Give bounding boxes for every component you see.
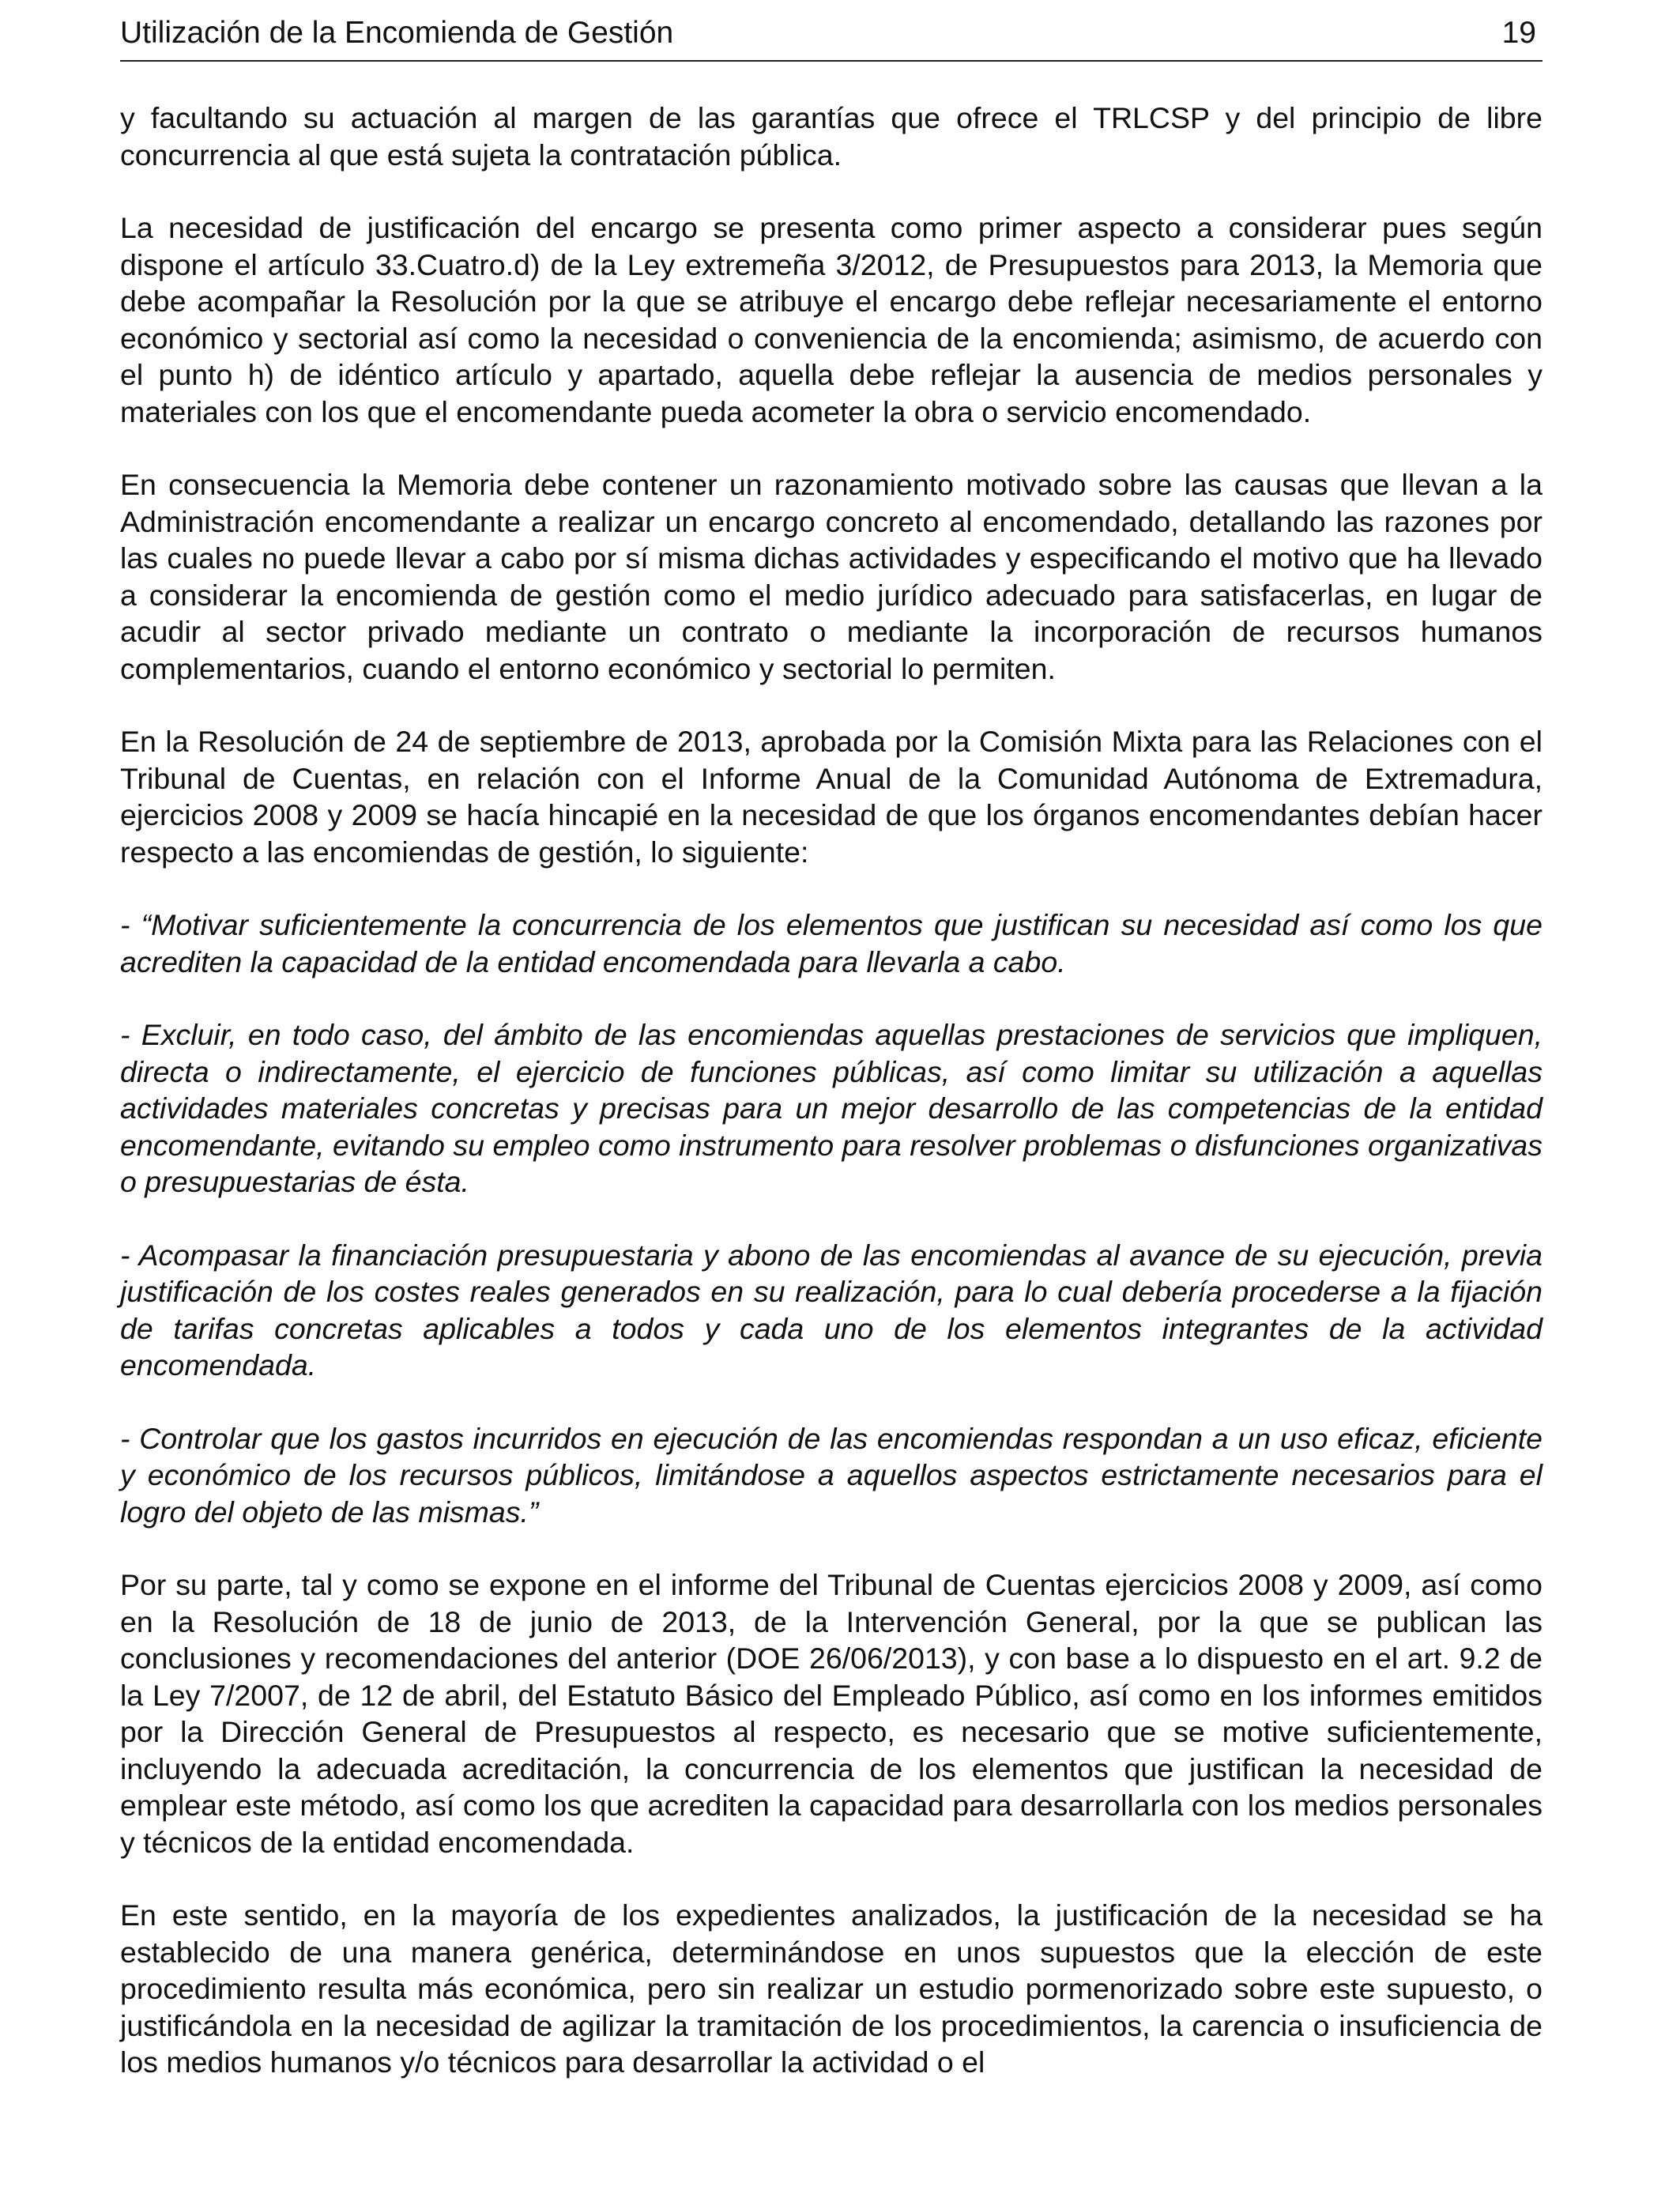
page-number: 19	[1501, 16, 1536, 50]
paragraph-2: La necesidad de justificación del encargo se presenta como primer aspecto a considerar pues según dispone el artículo 33.Cuatro.d) de la Ley extremeña 3/2012, de Presupuestos para 2013, la Memoria que debe acompañar la Resolución por la que se atribuye el encargo debe reflejar necesariamente el entorno económico y sectorial así como la necesidad o conveniencia de la encomienda; asimismo, de acuerdo con el punto h) de idéntico artículo y apartado, aquella debe reflejar la ausencia de medios personales y materiales con los que el encomendante pueda acometer la obra o servicio encomendado.	[120, 211, 1543, 428]
paragraph-3: En consecuencia la Memoria debe contener un razonamiento motivado sobre las causas que llevan a la Administración encomendante a realizar un encargo concreto al encomendado, detallando las razones por las cuales no puede llevar a cabo por sí misma dichas actividades y especificando el motivo que ha llevado a considerar la encomienda de gestión como el medio jurídico adecuado para satisfacerlas, en lugar de acudir al sector privado mediante un contrato o mediante la incorporación de recursos humanos complementarios, cuando el entorno económico y sectorial lo permiten.	[120, 468, 1543, 685]
header-title: Utilización de la Encomienda de Gestión	[120, 16, 674, 50]
paragraph-1: y facultando su actuación al margen de las garantías que ofrece el TRLCSP y del principio de libre concurrencia al que está sujeta la contratación pública.	[120, 101, 1543, 172]
paragraph-4: En la Resolución de 24 de septiembre de 2013, aprobada por la Comisión Mixta para las Relaciones con el Tribunal de Cuentas, en relación con el Informe Anual de la Comunidad Autónoma de Extremadura, ejercicios 2008 y 2009 se hacía hincapié en la necesidad de que los órganos encomendantes debían hacer respecto a las encomiendas de gestión, lo siguiente:	[120, 725, 1543, 869]
document-body	[120, 100, 1543, 2081]
quoted-item-4: - Controlar que los gastos incurridos en ejecución de las encomiendas respondan a un uso eficaz, eficiente y económico de los recursos públicos, limitándose a aquellos aspectos estrictamente necesarios para el logro del objeto de las mismas.”	[120, 1421, 1543, 1529]
quoted-item-2: - Excluir, en todo caso, del ámbito de las encomiendas aquellas prestaciones de servicios que impliquen, directa o indirectamente, el ejercicio de funciones públicas, así como limitar su utilización a aquellas actividades materiales concretas y precisas para un mejor desarrollo de las competencias de la entidad encomendante, evitando su empleo como instrumento para resolver problemas o disfunciones organizativas o presupuestarias de ésta.	[120, 1018, 1543, 1198]
quoted-item-3: - Acompasar la financiación presupuestaria y abono de las encomiendas al avance de su ejecución, previa justificación de los costes reales generados en su realización, para lo cual debería procederse a la fijación de tarifas concretas aplicables a todos y cada uno de los elementos integrantes de la actividad encomendada.	[120, 1238, 1543, 1382]
page-header	[120, 0, 1543, 62]
paragraph-5: Por su parte, tal y como se expone en el informe del Tribunal de Cuentas ejercicios 2008 y 2009, así como en la Resolución de 18 de junio de 2013, de la Intervención General, por la que se publican las conclusiones y recomendaciones del anterior (DOE 26/06/2013), y con base a lo dispuesto en el art. 9.2 de la Ley 7/2007, de 12 de abril, del Estatuto Básico del Empleado Público, así como en los informes emitidos por la Dirección General de Presupuestos al respecto, es necesario que se motive suficientemente, incluyendo la adecuada acreditación, la concurrencia de los elementos que justifican la necesidad de emplear este método, así como los que acrediten la capacidad para desarrollarla con los medios personales y técnicos de la entidad encomendada.	[120, 1568, 1543, 1859]
quoted-item-1: - “Motivar suficientemente la concurrencia de los elementos que justifican su necesidad así como los que acrediten la capacidad de la entidad encomendada para llevarla a cabo.	[120, 908, 1543, 978]
document-page	[120, 0, 1543, 2117]
paragraph-6: En este sentido, en la mayoría de los expedientes analizados, la justificación de la necesidad se ha establecido de una manera genérica, determinándose en unos supuestos que la elección de este procedimiento resulta más económica, pero sin realizar un estudio pormenorizado sobre este supuesto, o justificándola en la necesidad de agilizar la tramitación de los procedimientos, la carencia o insuficiencia de los medios humanos y/o técnicos para desarrollar la actividad o el	[120, 1898, 1543, 2079]
